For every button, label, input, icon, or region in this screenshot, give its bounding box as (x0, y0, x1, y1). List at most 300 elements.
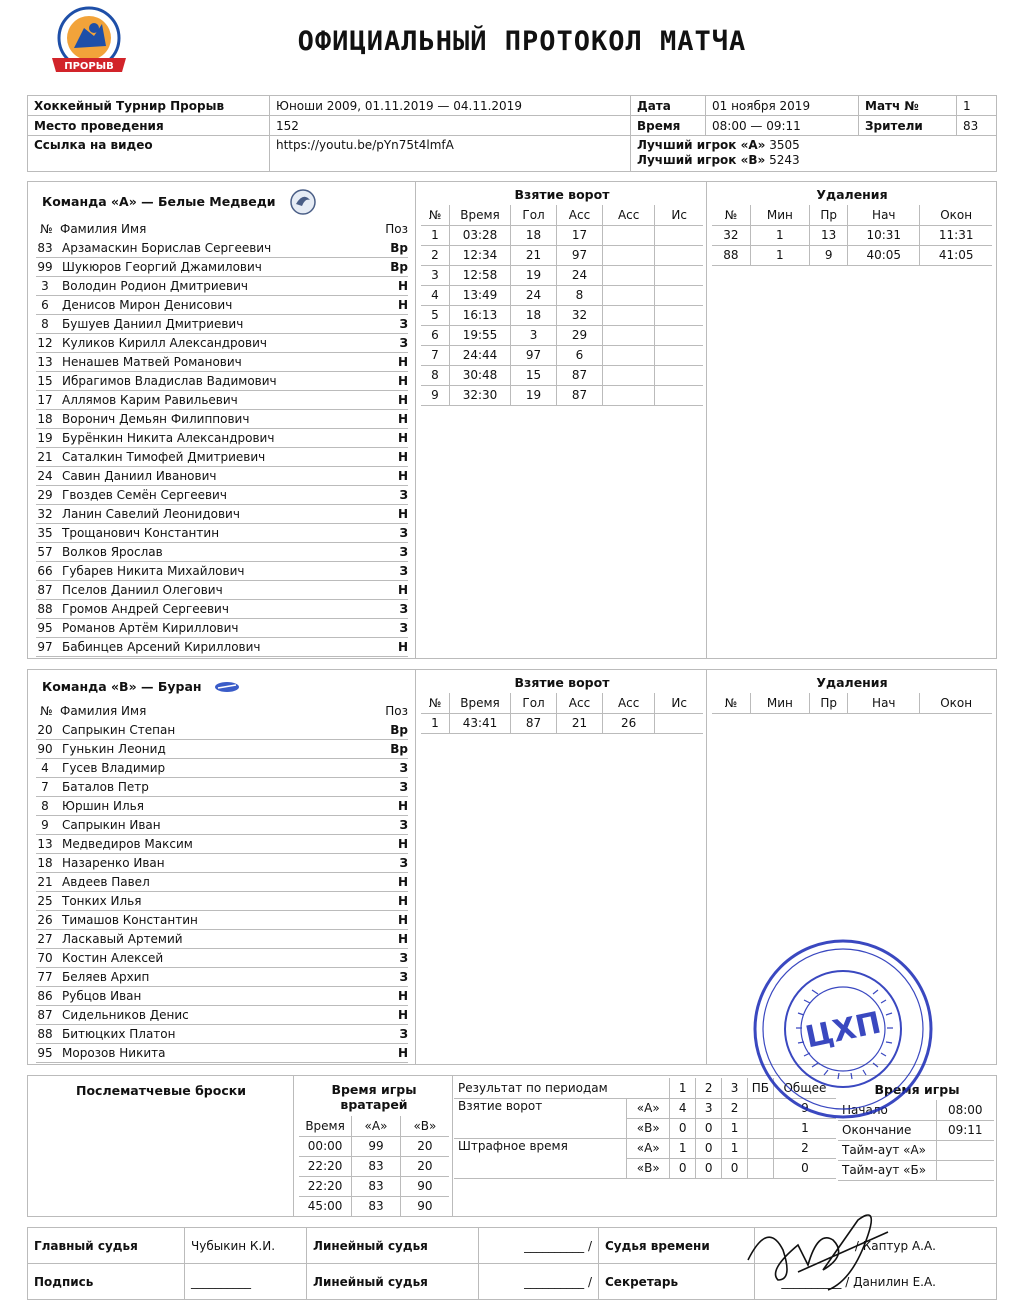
table-cell: 10:31 (848, 225, 920, 245)
player-position: Н (397, 374, 408, 388)
player-name: Гунькин Леонид (62, 742, 166, 756)
period-col: 1 (670, 1078, 696, 1098)
player-row (36, 372, 408, 391)
player-number: 19 (37, 431, 53, 445)
player-name: Авдеев Павел (62, 875, 150, 889)
col-pos: Поз (385, 222, 408, 236)
tournament-value: Юноши 2009, 01.11.2019 — 04.11.2019 (270, 96, 631, 116)
player-row (36, 778, 408, 797)
player-name: Баталов Петр (62, 780, 149, 794)
logo-ribbon: ПРОРЫВ (64, 61, 114, 72)
period-value: 3 (696, 1098, 722, 1118)
player-number: 18 (37, 412, 53, 426)
period-value: 0 (696, 1138, 722, 1158)
player-row (36, 854, 408, 873)
table-cell: 22:20 (299, 1156, 352, 1176)
time-value: 08:00 — 09:11 (706, 116, 859, 136)
table-cell (655, 265, 703, 285)
period-row-label: Взятие ворот (454, 1098, 627, 1138)
line2-value: __________ / (479, 1264, 599, 1300)
player-row (36, 391, 408, 410)
player-name: Шукюров Георгий Джамилович (62, 260, 262, 274)
player-position: З (399, 336, 408, 350)
col-header: № (712, 205, 750, 225)
player-number: 24 (37, 469, 53, 483)
player-number: 35 (37, 526, 53, 540)
period-value: 9 (773, 1098, 836, 1118)
table-cell: 3 (421, 265, 449, 285)
table-cell (602, 365, 654, 385)
player-row (36, 949, 408, 968)
col-name: Фамилия Имя (60, 222, 147, 236)
player-name: Битюцких Платон (62, 1027, 176, 1041)
player-row (36, 296, 408, 315)
player-number: 99 (37, 260, 53, 274)
player-row (36, 816, 408, 835)
player-name: Назаренко Иван (62, 856, 165, 870)
table-cell: 1 (421, 713, 449, 733)
match-label: Матч № (859, 96, 957, 116)
player-row (36, 277, 408, 296)
player-name: Бабинцев Арсений Кириллович (62, 640, 261, 654)
col-name: Фамилия Имя (60, 704, 147, 718)
period-value: 0 (670, 1118, 696, 1138)
table-cell: 9 (421, 385, 449, 405)
col-header: «В» (400, 1116, 449, 1136)
table-cell: 15 (511, 365, 557, 385)
player-name: Гусев Владимир (62, 761, 166, 775)
col-header: Мин (750, 205, 809, 225)
col-header: Пр (810, 693, 848, 713)
table-cell (655, 365, 703, 385)
player-number: 87 (37, 583, 53, 597)
period-value (747, 1158, 773, 1178)
player-row (36, 873, 408, 892)
player-number: 83 (37, 241, 53, 255)
table-cell: 8 (421, 365, 449, 385)
player-position: Н (397, 393, 408, 407)
period-value: 0 (696, 1118, 722, 1138)
team-b-penalties-title: Удаления (816, 675, 888, 690)
team-b-penalties-table (712, 693, 992, 714)
player-number: 21 (37, 875, 53, 889)
player-position: Н (397, 837, 408, 851)
player-number: 18 (37, 856, 53, 870)
svg-text:ЦХП: ЦХП (802, 1005, 885, 1056)
table-cell (655, 345, 703, 365)
player-number: 88 (37, 602, 53, 616)
period-col: ПБ (747, 1078, 773, 1098)
player-position: Н (397, 355, 408, 369)
game-time-title: Время игры (874, 1082, 960, 1097)
table-cell: 24 (511, 285, 557, 305)
player-row (36, 892, 408, 911)
player-name: Савин Даниил Иванович (62, 469, 217, 483)
table-cell: 32:30 (449, 385, 510, 405)
match-value: 1 (957, 96, 997, 116)
table-cell (655, 225, 703, 245)
player-number: 87 (37, 1008, 53, 1022)
player-number: 26 (37, 913, 53, 927)
ref-value: Чубыкин К.И. (185, 1228, 307, 1264)
table-cell: 18 (511, 305, 557, 325)
table-cell: 13:49 (449, 285, 510, 305)
player-position: З (399, 526, 408, 540)
player-row (36, 759, 408, 778)
date-label: Дата (631, 96, 706, 116)
player-number: 77 (37, 970, 53, 984)
page-title: ОФИЦИАЛЬНЫЙ ПРОТОКОЛ МАТЧА (297, 26, 747, 57)
player-row (36, 581, 408, 600)
sign-value: __________ (185, 1264, 307, 1300)
player-name: Трощанович Константин (62, 526, 220, 540)
table-cell: 22:20 (299, 1176, 352, 1196)
col-header: № (421, 205, 449, 225)
table-cell (602, 245, 654, 265)
table-cell (602, 325, 654, 345)
table-cell (655, 325, 703, 345)
table-cell: 8 (557, 285, 603, 305)
table-cell: 2 (421, 245, 449, 265)
table-cell: 9 (810, 245, 848, 265)
player-number: 25 (37, 894, 53, 908)
table-cell: 40:05 (848, 245, 920, 265)
col-header: Гол (511, 205, 557, 225)
player-row (36, 239, 408, 258)
player-name: Юршин Илья (62, 799, 144, 813)
table-cell: 30:48 (449, 365, 510, 385)
period-row-label: Штрафное время (454, 1138, 627, 1178)
player-row (36, 467, 408, 486)
player-position: Н (397, 799, 408, 813)
table-cell: 43:41 (449, 713, 510, 733)
team-b-logo-icon (214, 680, 240, 694)
period-value: 2 (722, 1098, 748, 1118)
col-header: Время (449, 205, 510, 225)
player-row (36, 740, 408, 759)
player-number: 17 (37, 393, 53, 407)
player-name: Сапрыкин Иван (62, 818, 161, 832)
table-cell: 29 (557, 325, 603, 345)
player-position: Н (397, 875, 408, 889)
period-value: 2 (773, 1138, 836, 1158)
table-cell: 6 (421, 325, 449, 345)
table-cell: 11:31 (920, 225, 992, 245)
player-position: Н (397, 989, 408, 1003)
table-cell: 5 (421, 305, 449, 325)
period-value: 1 (773, 1118, 836, 1138)
team-b-title: Команда «В» — Буран (42, 679, 202, 694)
col-header: Нач (848, 205, 920, 225)
timeout-a-label: Тайм-аут «А» (838, 1140, 936, 1160)
player-position: Вр (390, 723, 408, 737)
col-num: № (40, 222, 53, 236)
period-col: Общее (773, 1078, 836, 1098)
player-name: Воронич Демьян Филиппович (62, 412, 250, 426)
team-a-penalties-title: Удаления (816, 187, 888, 202)
table-cell (655, 713, 703, 733)
table-cell: 90 (400, 1176, 449, 1196)
table-cell: 88 (712, 245, 750, 265)
player-position: З (399, 856, 408, 870)
col-header: «А» (352, 1116, 401, 1136)
player-row (36, 410, 408, 429)
team-a-goals-title: Взятие ворот (514, 187, 610, 202)
player-position: Н (397, 279, 408, 293)
table-cell: 24:44 (449, 345, 510, 365)
col-header: Пр (810, 205, 848, 225)
table-cell: 97 (557, 245, 603, 265)
table-cell: 1 (750, 245, 809, 265)
player-row (36, 448, 408, 467)
col-pos: Поз (385, 704, 408, 718)
col-header: № (421, 693, 449, 713)
player-row (36, 638, 408, 657)
period-value (747, 1138, 773, 1158)
table-cell: 6 (557, 345, 603, 365)
table-cell: 03:28 (449, 225, 510, 245)
player-name: Бурёнкин Никита Александрович (62, 431, 275, 445)
player-number: 9 (41, 818, 49, 832)
period-value: 0 (670, 1158, 696, 1178)
col-header: Асс (602, 205, 654, 225)
player-row (36, 911, 408, 930)
player-row (36, 429, 408, 448)
table-cell: 97 (511, 345, 557, 365)
player-number: 66 (37, 564, 53, 578)
table-cell: 45:00 (299, 1196, 352, 1216)
col-header: Время (449, 693, 510, 713)
table-cell: 21 (557, 713, 603, 733)
table-cell: 1 (421, 225, 449, 245)
line1-label: Линейный судья (307, 1228, 479, 1264)
period-value: 1 (670, 1138, 696, 1158)
player-name: Куликов Кирилл Александрович (62, 336, 267, 350)
period-value (747, 1118, 773, 1138)
player-row (36, 1006, 408, 1025)
table-cell: 16:13 (449, 305, 510, 325)
player-position: Н (397, 298, 408, 312)
player-name: Бушуев Даниил Дмитриевич (62, 317, 244, 331)
goalie-time-table (299, 1116, 449, 1217)
table-cell: 4 (421, 285, 449, 305)
venue-label: Место проведения (28, 116, 270, 136)
official-stamp-icon (752, 938, 934, 1120)
player-number: 8 (41, 317, 49, 331)
best-a-value: 3505 (769, 138, 800, 152)
player-position: Н (397, 913, 408, 927)
player-name: Сапрыкин Степан (62, 723, 176, 737)
player-row (36, 258, 408, 277)
player-row (36, 505, 408, 524)
player-position: Н (397, 640, 408, 654)
player-position: Н (397, 583, 408, 597)
period-value: 1 (722, 1138, 748, 1158)
end-value: 09:11 (936, 1120, 994, 1140)
player-number: 70 (37, 951, 53, 965)
best-a-label: Лучший игрок «А» (637, 138, 766, 152)
player-row (36, 315, 408, 334)
player-number: 90 (37, 742, 53, 756)
player-row (36, 1025, 408, 1044)
player-position: З (399, 818, 408, 832)
team-a-section (27, 181, 997, 659)
goalie-time-title: Время игры вратарей (331, 1082, 417, 1112)
player-number: 57 (37, 545, 53, 559)
col-header: № (712, 693, 750, 713)
player-number: 95 (37, 1046, 53, 1060)
roster-header (36, 702, 408, 721)
player-number: 4 (41, 761, 49, 775)
player-position: З (399, 970, 408, 984)
venue-value: 152 (270, 116, 631, 136)
player-position: З (399, 761, 408, 775)
player-position: З (399, 545, 408, 559)
best-b-value: 5243 (769, 153, 800, 167)
player-number: 21 (37, 450, 53, 464)
table-cell: 00:00 (299, 1136, 352, 1156)
player-number: 20 (37, 723, 53, 737)
table-cell (602, 345, 654, 365)
table-cell: 41:05 (920, 245, 992, 265)
table-cell: 99 (352, 1136, 401, 1156)
col-header: Нач (848, 693, 920, 713)
timeout-b-value (936, 1160, 994, 1180)
player-number: 8 (41, 799, 49, 813)
player-number: 95 (37, 621, 53, 635)
player-position: З (399, 621, 408, 635)
player-name: Морозов Никита (62, 1046, 166, 1060)
player-position: Н (397, 431, 408, 445)
player-position: Н (397, 1046, 408, 1060)
table-cell: 32 (557, 305, 603, 325)
table-cell: 87 (557, 365, 603, 385)
period-col: 3 (722, 1078, 748, 1098)
player-name: Тимашов Константин (62, 913, 198, 927)
player-row (36, 543, 408, 562)
table-cell: 19 (511, 385, 557, 405)
table-cell: 17 (557, 225, 603, 245)
table-cell: 21 (511, 245, 557, 265)
period-col: 2 (696, 1078, 722, 1098)
table-cell (655, 245, 703, 265)
col-header: Гол (511, 693, 557, 713)
table-cell: 18 (511, 225, 557, 245)
player-number: 7 (41, 780, 49, 794)
player-position: З (399, 1027, 408, 1041)
timeout-a-value (936, 1140, 994, 1160)
period-value: 4 (670, 1098, 696, 1118)
player-name: Рубцов Иван (62, 989, 142, 1003)
start-label: Начало (838, 1100, 936, 1120)
player-name: Гвоздев Семён Сергеевич (62, 488, 227, 502)
table-cell (602, 285, 654, 305)
player-number: 86 (37, 989, 53, 1003)
player-name: Аллямов Карим Равильевич (62, 393, 238, 407)
spectators-value: 83 (957, 116, 997, 136)
table-cell: 32 (712, 225, 750, 245)
video-label: Ссылка на видео (28, 136, 270, 172)
player-name: Громов Андрей Сергеевич (62, 602, 229, 616)
team-a-title: Команда «А» — Белые Медведи (42, 194, 276, 209)
player-position: Н (397, 932, 408, 946)
player-name: Саталкин Тимофей Дмитриевич (62, 450, 266, 464)
secretary-value: __________ / Данилин Е.А. (755, 1264, 997, 1300)
player-row (36, 600, 408, 619)
col-header: Ис (655, 693, 703, 713)
table-cell: 83 (352, 1176, 401, 1196)
team-b-goals-title: Взятие ворот (514, 675, 610, 690)
timeout-b-label: Тайм-аут «Б» (838, 1160, 936, 1180)
team-a-penalties-table (712, 205, 992, 266)
col-header: Время (299, 1116, 352, 1136)
table-cell (655, 285, 703, 305)
player-row (36, 334, 408, 353)
player-position: Вр (390, 742, 408, 756)
table-cell: 90 (400, 1196, 449, 1216)
col-header: Асс (557, 205, 603, 225)
table-cell: 20 (400, 1136, 449, 1156)
table-cell (655, 305, 703, 325)
player-position: З (399, 488, 408, 502)
player-name: Медведиров Максим (62, 837, 193, 851)
player-number: 6 (41, 298, 49, 312)
line1-value: __________ / (479, 1228, 599, 1264)
secretary-label: Секретарь (599, 1264, 755, 1300)
shootout-title: Послематчевые броски (75, 1083, 246, 1098)
player-name: Ласкавый Артемий (62, 932, 183, 946)
col-header: Асс (557, 693, 603, 713)
table-cell: 12:34 (449, 245, 510, 265)
table-cell: 3 (511, 325, 557, 345)
table-cell: 87 (511, 713, 557, 733)
table-cell: 83 (352, 1156, 401, 1176)
player-row (36, 353, 408, 372)
table-cell (602, 305, 654, 325)
table-cell: 7 (421, 345, 449, 365)
period-value: 1 (722, 1118, 748, 1138)
player-position: Н (397, 469, 408, 483)
table-cell: 83 (352, 1196, 401, 1216)
player-name: Волков Ярослав (62, 545, 163, 559)
player-number: 3 (41, 279, 49, 293)
player-row (36, 987, 408, 1006)
player-position: Вр (390, 241, 408, 255)
player-name: Ненашев Матвей Романович (62, 355, 242, 369)
timekeeper-label: Судья времени (599, 1228, 755, 1264)
player-position: Вр (390, 260, 408, 274)
period-value: 0 (696, 1158, 722, 1178)
table-cell (602, 225, 654, 245)
player-name: Денисов Мирон Денисович (62, 298, 233, 312)
table-cell: 19 (511, 265, 557, 285)
player-row (36, 797, 408, 816)
player-name: Ибрагимов Владислав Вадимович (62, 374, 277, 388)
period-value: 0 (773, 1158, 836, 1178)
player-name: Володин Родион Дмитриевич (62, 279, 248, 293)
player-row (36, 721, 408, 740)
date-value: 01 ноября 2019 (706, 96, 859, 116)
sign-label: Подпись (28, 1264, 185, 1300)
table-cell: 26 (602, 713, 654, 733)
player-position: З (399, 317, 408, 331)
video-link[interactable]: https://youtu.be/pYn75t4lmfA (270, 136, 631, 172)
player-row (36, 1044, 408, 1063)
table-cell: 12:58 (449, 265, 510, 285)
col-header: Асс (602, 693, 654, 713)
match-info-table (27, 95, 997, 172)
player-row (36, 835, 408, 854)
